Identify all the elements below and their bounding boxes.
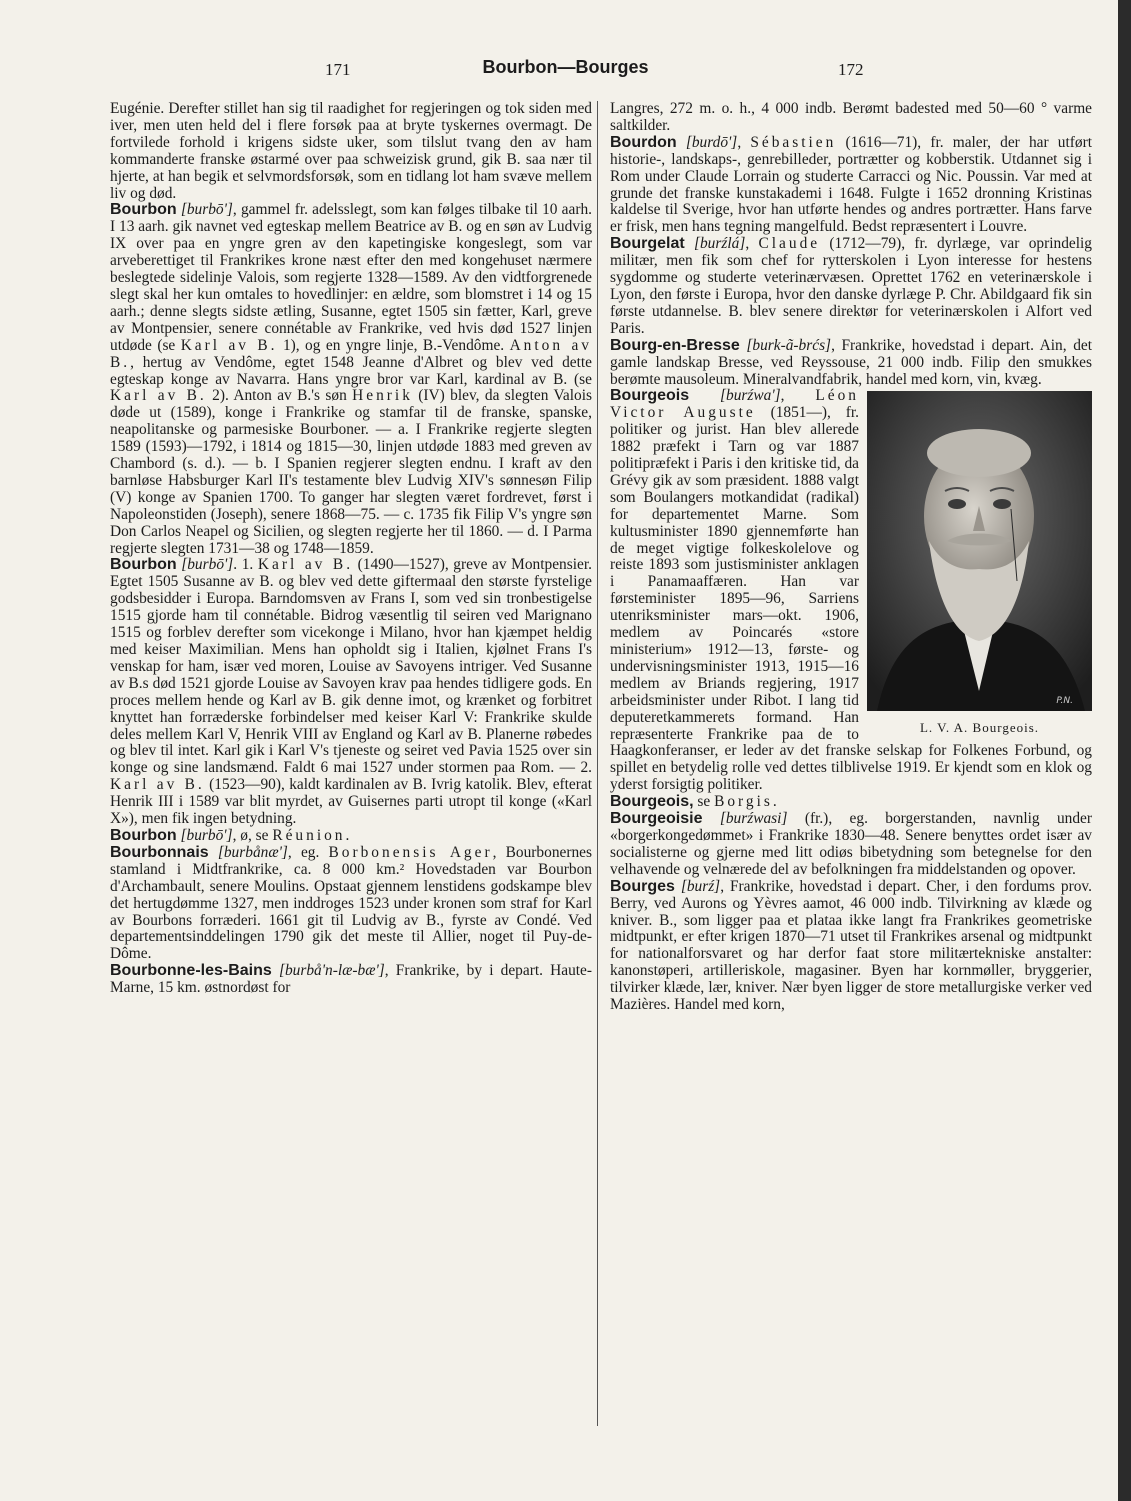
entry-text: , Frankrike, hovedstad i depart. Cher, i den fordums prov. Berry, ved Aurons og Yèvres aamot, 46 000 indb. Tilvirkning av klæde og kniver. B., som ligger paa et plataa ikke langt fra Frankrikes geometriske midtpunkt, er efter krigen 1870—71 utset til Frankrikes arsenal og midtpunkt for nationalforsvaret og har derfor faat store militærtekniske anstalter: kanonstøperi, artilleriskole, magasiner. Byen har kornmøller, bryggerier, tilvirker klæde, lær, kniver. Nær byen ligger de store metallurgiske verker ved Mazières. Handel med korn, — [610, 877, 1092, 1014]
headword: Bourgelat — [610, 235, 685, 253]
cross-reference: Henrik — [352, 387, 413, 405]
pronunciation: [burźwa'] — [720, 387, 781, 405]
cross-reference: Karl av B. — [257, 556, 354, 574]
cross-reference: Karl av B. — [110, 776, 205, 794]
portrait-figure — [867, 391, 1092, 737]
entry-text: , Frankrike, hovedstad i depart. Ain, det gamle landskap Bresse, ved Reyssouse, 21 000 indb. Filip den smukkes berømte mausoleum. Mineralvandfabrik, handel med korn, vin, kvæg. — [610, 336, 1092, 388]
headword: Bourdon — [610, 133, 677, 151]
entry-bourbonnais — [110, 845, 592, 963]
entry-text: 1), og en yngre linje, B.-Vendôme. — [277, 336, 510, 354]
headword: Bourbon — [110, 201, 177, 219]
pronunciation: [burźwasi] — [719, 810, 788, 828]
continuation-paragraph: Langres, 272 m. o. h., 4 000 indb. Berømt badested med 50—60 ° varme saltkilder. — [610, 100, 1092, 134]
entry-bourbonne-les-bains — [110, 963, 592, 997]
entry-bourbon-island — [110, 828, 592, 845]
cross-reference: Sébastien — [750, 133, 837, 151]
entry-text: . — [345, 826, 350, 844]
cross-reference: Borbonensis Ager — [328, 843, 493, 861]
entry-text: , Frankrike, by i depart. Haute-Marne, 15 km. østnordøst for — [110, 962, 593, 997]
portrait-photo — [867, 391, 1092, 711]
pronunciation: [burbånæ'] — [217, 843, 288, 861]
entry-text: se — [693, 793, 715, 811]
headword: Bourbon — [110, 826, 177, 844]
entry-text: , eg. — [287, 843, 329, 861]
page-number-left: 171 — [325, 60, 351, 79]
pronunciation: [burbō'] — [180, 826, 233, 844]
entry-text: , — [780, 387, 816, 405]
entry-text: (1851—), fr. politiker og jurist. Han blev allerede 1882 præfekt i Tarn og var 1887 politipræfekt i Paris i den kritiske tid, da Grévy gik av som præsident. 1888 valgt som Boulangers motkandidat (radikal) for departementet Marne. Som kultusminister 1890 gjennemførte han de meget vigtige folkeskolelove og reiste 1893 som justisminister anklagen i Panamaaffæren. Han var førsteminister 1895—96, Sarriens utenriksminister mars—okt. 1906, medlem av Poincarés «store ministerium» 1912—13, første- og undervisningsminister 1913, 1915—16 medlem av Briands regjering, 1917 arbeidsminister under Ribot. I lang tid deputeretkammerets formand. Han repræsenterte Frankrike paa de to Haagkonferanser, er leder av det franske selskap for Folkenes Forbund, og spillet en betydelig rolle ved dettes tilblivelse 1919. Er kjendt som en klok og yderst forsigtig politiker. — [610, 404, 1092, 794]
entry-text: . — [772, 793, 777, 811]
entry-bourgelat — [610, 236, 1092, 337]
pronunciation: [burbō'] — [180, 201, 233, 219]
continuation-paragraph: Eugénie. Derefter stillet han sig til raadighet for regjeringen og tok siden med iver, men uten held del i flere forsøk paa at bryte tyskernes overmagt. De fortvilede forhold i krigens sidste uker, som tilslut tvang den av ham kommanderte franske østarmé over paa schweizisk grund, gik B. saa nær til hjerte, at han begik et selvmordsforsøk, som en tidlang lot ham svæve mellem liv og død. — [110, 100, 592, 202]
cross-reference: Réunion — [272, 826, 346, 844]
headword: Bourbonne-les-Bains — [110, 962, 272, 980]
cross-reference: Claude — [758, 235, 821, 253]
right-column — [610, 101, 1092, 1014]
page-number-right: 172 — [838, 60, 864, 79]
running-header: Bourbon—Bourges — [482, 57, 649, 77]
pronunciation: [burbō'] — [181, 556, 234, 574]
headword: Bourges — [610, 877, 675, 895]
headword: Bourgeois — [610, 387, 690, 405]
entry-text: , ø, se — [232, 826, 273, 844]
entry-text: . 1. — [233, 556, 258, 574]
entry-text: (1490—1527), greve av Montpensier. Egtet 1505 Susanne av B. og blev ved dette giftermaal den største fyrstelige godsbesidder i Europa. Barndomsven av Frans I, som ved sin tronbestigelse 1515 gjorde ham til connétable. Bidrog væsentlig til seiren ved Marignano 1515 og forblev derefter som vicekonge i Milano, hvor han kjæmpet heldig med keiser Maximilian. Mens han opholdt sig i Italien, kjølnet Frans I's venskap for ham, især ved moren, Louise av Savoyens intriger. Ved Susanne av B.s død 1521 gjorde Louise av Savoyen krav paa hendes tidligere gods. En proces mellem hende og Karl av B. gik denne imot, og krænket og forbitret knyttet han forræderske forbindelser med keiser Karl V: Frankrike skulde deles mellem Karl V, Henrik VIII av England og Karl av B. Planerne røbedes og blev til intet. Karl gik i Karl V's tjeneste og seiret ved Pavia 1525 over sin konge og sine landsmænd. Faldt 6 mai 1527 under stormen paa Rom. — 2. — [110, 556, 592, 777]
cross-reference: Borgis — [714, 793, 773, 811]
entry-text: , gammel fr. adelsslegt, som kan følges tilbake til 10 aarh. I 13 aarh. gik navnet ved egteskap mellem Beatrice av B. og en søn av Ludvig IX over paa en yngre gren av den kapetingiske kongeslegt, som var arveberettiget til Frankrikes krone næst efter den med kongehuset nærmere beslegtede sidelinje Valois, som regjerte 1328—1589. Av den vidtforgrenede slegt skal her kun omtales to hovedlinjer: en ældre, som blomstret i 14 og 15 aarh.; denne slegts sidste ætling, Susanne, egtet 1505 sin fætter, Karl, greve av Montpensier, senere connétable av Frankrike, ved hvis død 1527 linjen utdøde (se — [110, 201, 592, 354]
cross-reference: Karl av B. — [110, 387, 207, 405]
headword: Bourgeois, — [610, 793, 694, 811]
entry-text: , Bourbonernes stamland i Midtfrankrike, ca. 8 000 km.² Hovedstaden var Bourbon d'Archambault, senere Moulins. Opstaat gjennem lenstidens godskampe blev det hertugdømme 1327, men inddroges 1523 under kronen som straf for Karl av Bourbons forræderi. 1661 git til Ludvig av B., fyrste av Condé. Ved departementsinddelingen 1790 gik det meste til Allier, noget til Puy-de-Dôme. — [110, 843, 592, 963]
pronunciation: [burdō'] — [685, 133, 738, 151]
column-divider — [597, 101, 598, 1426]
entry-bourdon — [610, 135, 1092, 236]
entry-text: (1616—71), fr. maler, der har utført historie-, landskaps-, genrebilleder, portrætter og kobberstik. Utdannet sig i Rom under Claude Lorrain og studerte Carracci og Nic. Poussin. Var med at grunde det franske kunstakademi i 1648. Fulgte i 1652 dronning Kristinas kaldelse til Sverige, hvor han utførte hendes og andres portrætter. Hans farve er frisk, men hans tegning mangelfuld. Bedst repræsentert i Louvre. — [610, 133, 1092, 236]
entry-text: (IV) blev, da slegten Valois døde ut (1589), konge i Frankrike og stamfar til de franske, spanske, neapolitanske og parmesiske Bourboner. — a. I Frankrike regjerte slegten 1589 (1593)—1792, i 1814 og 1815—30, linjen utdøde 1883 med greven av Chambord (s. d.). — b. I Spanien regjerer slegten endnu. I kraft av den barnløse Habsburger Karl II's testamente blev Ludvig XIV's sønnesøn Filip (V) konge av Spanien 1700. To ganger har slegten været fordrevet, først i Napoleonstiden (Joseph), senere 1868—75. — c. 1735 fik Filip V's yngre søn Don Carlos Neapel og Sicilien, og slegten regjerte her til 1860. — d. I Parma regjerte slegten 1731—38 og 1748—1859. — [110, 387, 592, 557]
headword: Bourbonnais — [110, 843, 209, 861]
pronunciation: [burź] — [680, 877, 721, 895]
entry-bourges — [610, 879, 1092, 1014]
entry-bourgeois-see — [610, 794, 1092, 811]
left-column — [110, 101, 592, 997]
cross-reference: Anton av B. — [110, 336, 592, 371]
entry-bourbon-family — [110, 202, 592, 557]
headword: Bourgeoisie — [610, 810, 703, 828]
entry-text: , hertug av Vendôme, egtet 1548 Jeanne d'Albret og blev ved dette egteskap konge av Navarra. Hans yngre bror var Karl, kardinal av B. (se — [110, 353, 592, 388]
headword: Bourbon — [110, 556, 177, 574]
pronunciation: [burbå'n-læ-bæ'] — [278, 962, 385, 980]
pronunciation: [burźlá] — [694, 235, 746, 253]
entry-text: (1523—90), kaldt kardinalen av B. Ivrig katolik. Blev, efterat Henrik III i 1589 var blit myrdet, av Guisernes parti utropt til konge («Karl X»), men fik ingen betydning. — [110, 776, 592, 828]
entry-text: , — [737, 133, 751, 151]
cross-reference: Karl av B. — [180, 336, 278, 354]
portrait-caption: L. V. A. Bourgeois. — [919, 720, 1040, 736]
entry-text: (1712—79), fr. dyrlæge, var oprindelig militær, men fik som chef for rytterskolen i Lyon interesse for hestens sygdomme og studerte veterinærvæsen. Oprettet 1762 en veterinærskole i Lyon, den første i Europa, hvor den danske dyrlæge P. Chr. Abildgaard fik sin første utdannelse. B. blev senere direktør for veterinærskolen i Alfort ved Paris. — [610, 235, 1092, 337]
entry-bourbon-persons — [110, 557, 592, 828]
photo-signature: P.N. — [1056, 696, 1073, 707]
cross-reference: Léon Victor Auguste — [610, 387, 859, 422]
headword: Bourg-en-Bresse — [610, 336, 740, 354]
entry-bourgeoisie — [610, 811, 1092, 879]
entry-bourgeois-person — [610, 388, 1092, 794]
pronunciation: [burk-ã-brćs] — [746, 336, 832, 354]
entry-bourg-en-bresse — [610, 338, 1092, 389]
entry-text: (fr.), eg. borgerstanden, navnlig under «borgerkongedømmet» i Frankrike 1830—48. Senere benyttes ordet især av socialisterne og gjerne med litt odiøs bibetydning som betegnelse for den velhavende og velnærede del av befolkningen fra middelstanden og opover. — [610, 810, 1092, 878]
entry-text: , — [745, 235, 759, 253]
portrait-illustration — [867, 391, 1092, 711]
scan-edge — [1118, 0, 1131, 1501]
entry-text: 2). Anton av B.'s søn — [206, 387, 353, 405]
